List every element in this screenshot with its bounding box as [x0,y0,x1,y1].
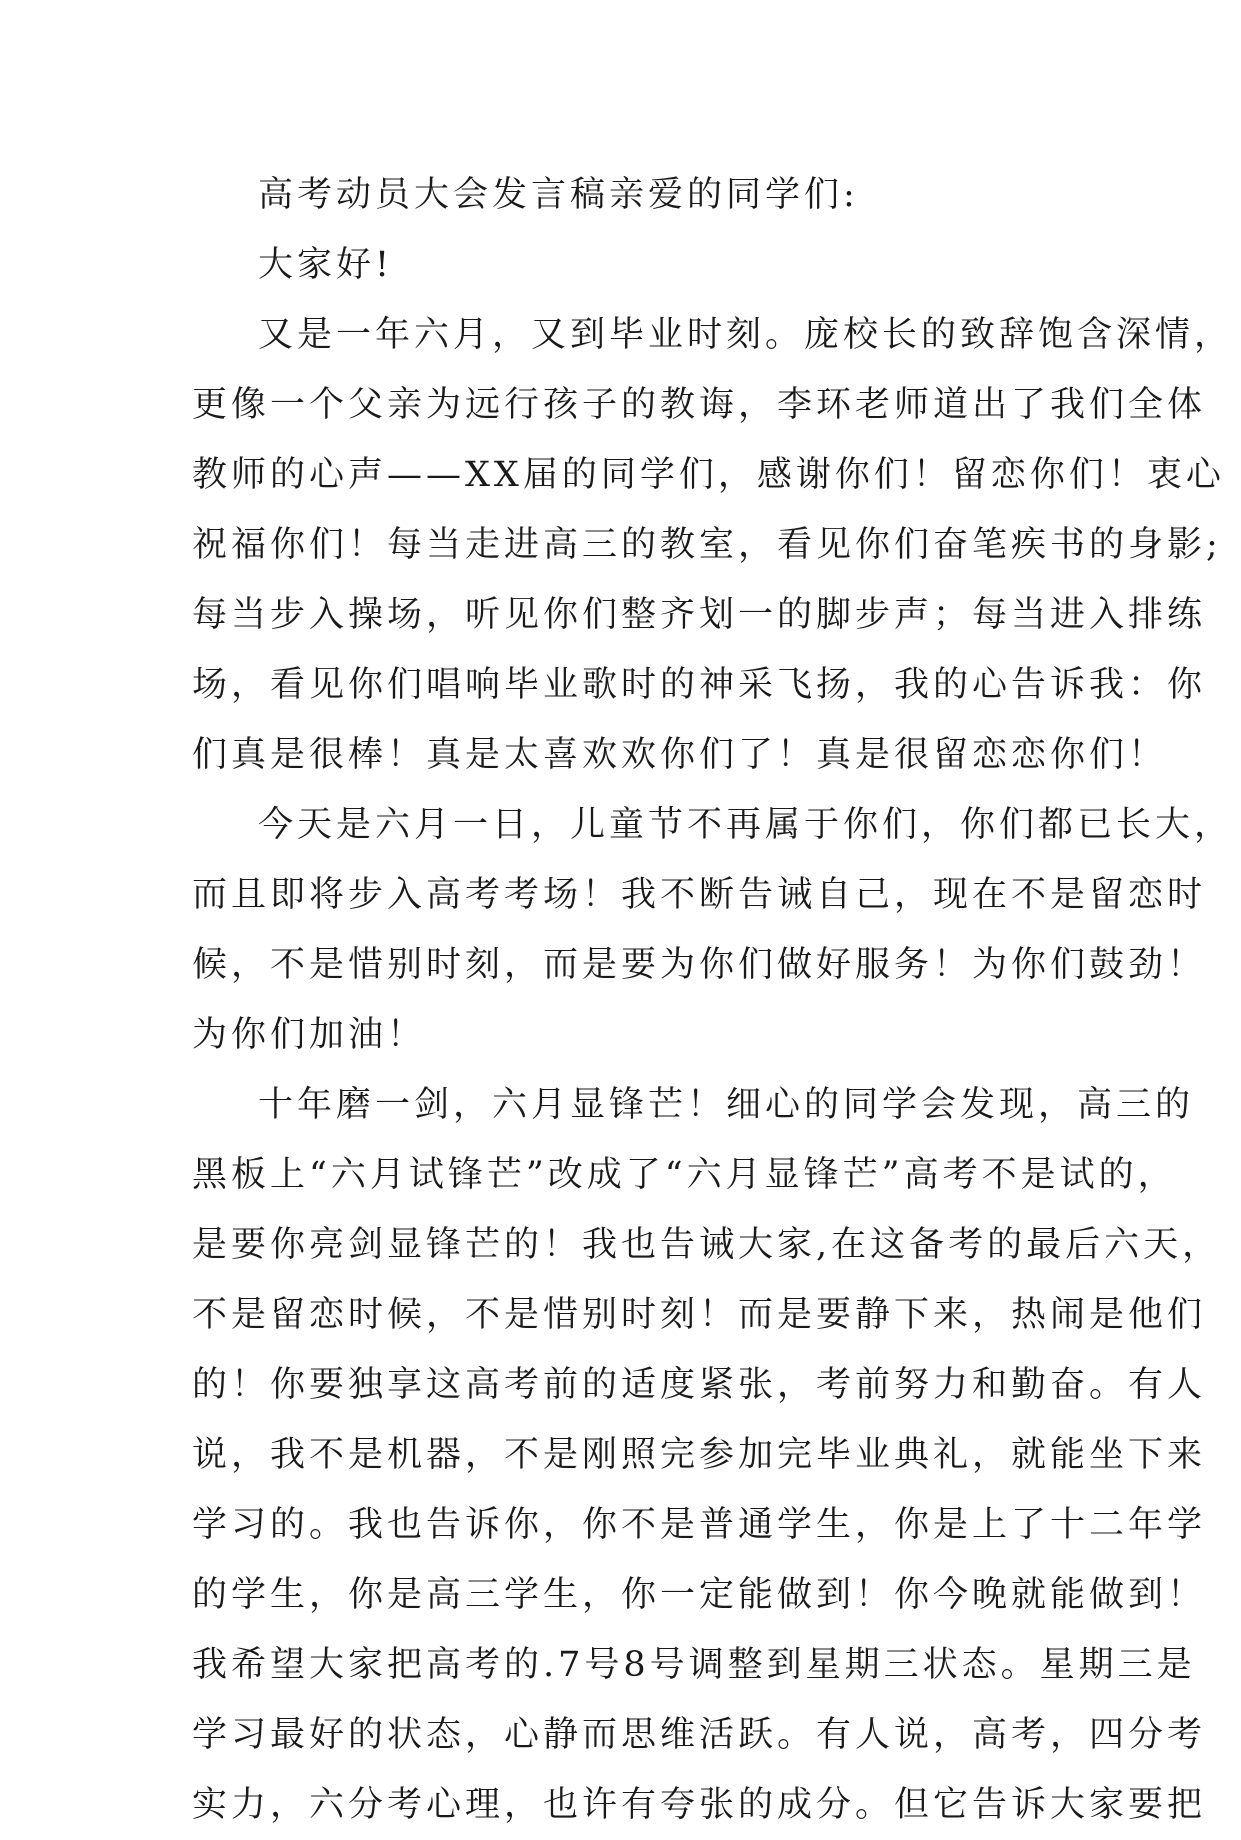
text-line: 大家好! [258,245,394,285]
text-line: 场，看见你们唱响毕业歌时的神采飞扬，我的心告诉我：你 [192,665,1207,705]
text-line: 祝福你们！每当走进高三的教室，看见你们奋笔疾书的身影; [192,525,1222,565]
text-line: 为你们加油！ [192,1015,427,1055]
text-line: 们真是很棒！真是太喜欢欢你们了！真是很留恋恋你们！ [192,735,1168,775]
text-line: 不是留恋时候，不是惜别时刻！而是要静下来，热闹是他们 [192,1295,1207,1335]
text-line: 的！你要独享这高考前的适度紧张，考前努力和勤奋。有人 [192,1365,1207,1405]
text-line: 是要你亮剑显锋芒的！我也告诫大家,在这备考的最后六天， [192,1225,1222,1265]
text-line: 每当步入操场，听见你们整齐划一的脚步声；每当进入排练 [192,595,1207,635]
text-line: 十年磨一剑，六月显锋芒！细心的同学会发现，高三的 [258,1085,1195,1125]
text-line: 学习的。我也告诉你，你不是普通学生，你是上了十二年学 [192,1505,1207,1545]
text-line: 候，不是惜别时刻，而是要为你们做好服务！为你们鼓劲！ [192,945,1207,985]
text-line: 我希望大家把高考的.7号8号调整到星期三状态。星期三是 [192,1645,1196,1685]
text-line: 教师的心声——XX届的同学们，感谢你们！留恋你们！衷心 [192,455,1225,495]
text-line: 又是一年六月，又到毕业时刻。庞校长的致辞饱含深情， [258,315,1234,355]
speech-text-body [192,160,1234,1840]
text-line: 而且即将步入高考考场！我不断告诫自己，现在不是留恋时 [192,875,1207,915]
text-line: 今天是六月一日，儿童节不再属于你们，你们都已长大， [258,805,1234,845]
document-title-line: 高考动员大会发言稿亲爱的同学们: [258,175,859,215]
text-line: 黑板上“六月试锋芒”改成了“六月显锋芒”高考不是试的， [192,1155,1177,1195]
text-line: 更像一个父亲为远行孩子的教诲，李环老师道出了我们全体 [192,385,1207,425]
text-line: 的学生，你是高三学生，你一定能做到！你今晚就能做到！ [192,1575,1207,1615]
text-line: 学习最好的状态，心静而思维活跃。有人说，高考，四分考 [192,1715,1207,1755]
text-line: 说，我不是机器，不是刚照完参加完毕业典礼，就能坐下来 [192,1435,1207,1475]
text-line: 实力，六分考心理，也许有夸张的成分。但它告诉大家要把 [192,1785,1207,1825]
